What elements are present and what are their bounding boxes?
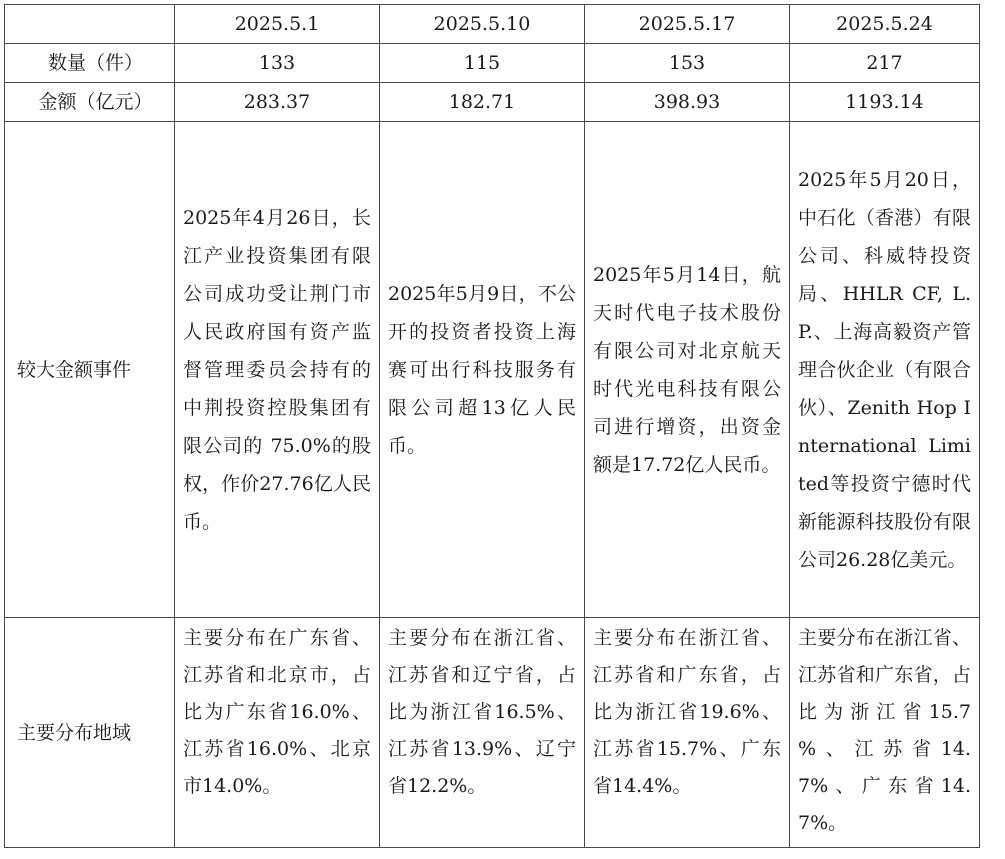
row-label: 数量（件）: [5, 44, 175, 83]
header-date-cell: 2025.5.10: [380, 5, 585, 44]
amount-cell: 182.71: [380, 83, 585, 122]
region-row: [5, 618, 980, 848]
region-cell: 主要分布在浙江省、江苏省和广东省，占比为浙江省19.6%、江苏省15.7%、广东省14.4%。: [585, 618, 790, 848]
event-cell: 2025年4月26日，长江产业投资集团有限公司成功受让荆门市人民政府国有资产监督管理委员会持有的中荆投资控股集团有限公司的 75.0%的股权，作价27.76亿人民币。: [175, 122, 380, 618]
region-cell: 主要分布在广东省、江苏省和北京市，占比为广东省16.0%、江苏省16.0%、北京市14.0%。: [175, 618, 380, 848]
region-cell: 主要分布在浙江省、江苏省和广东省，占比为浙江省15.7 %、江苏省14.7%、广东省14.7%。: [790, 618, 980, 848]
amount-row: [5, 83, 980, 122]
event-cell: 2025年5月9日，不公开的投资者投资上海赛可出行科技服务有限公司超13亿人民币。: [380, 122, 585, 618]
header-date-cell: 2025.5.24: [790, 5, 980, 44]
amount-cell: 1193.14: [790, 83, 980, 122]
event-cell: 2025年5月20日，中石化（香港）有限公司、科威特投资局、HHLR CF, L.P.、上海高毅资产管理合伙企业（有限合伙）、Zenith Hop International Limited等投资宁德时代新能源科技股份有限公司26.28亿美元。: [790, 122, 980, 618]
header-corner-cell: [5, 5, 175, 44]
data-table: [4, 4, 980, 848]
amount-cell: 283.37: [175, 83, 380, 122]
amount-cell: 398.93: [585, 83, 790, 122]
event-cell: 2025年5月14日，航天时代电子技术股份有限公司对北京航天时代光电科技有限公司进行增资，出资金额是17.72亿人民币。: [585, 122, 790, 618]
count-cell: 217: [790, 44, 980, 83]
event-row: [5, 122, 980, 618]
row-label: 金额（亿元）: [5, 83, 175, 122]
row-label: 主要分布地域: [5, 618, 175, 848]
header-date-cell: 2025.5.1: [175, 5, 380, 44]
count-row: [5, 44, 980, 83]
header-date-cell: 2025.5.17: [585, 5, 790, 44]
count-cell: 133: [175, 44, 380, 83]
count-cell: 115: [380, 44, 585, 83]
header-row: [5, 5, 980, 44]
region-cell: 主要分布在浙江省、江苏省和辽宁省，占比为浙江省16.5%、江苏省13.9%、辽宁省12.2%。: [380, 618, 585, 848]
row-label: 较大金额事件: [5, 122, 175, 618]
count-cell: 153: [585, 44, 790, 83]
